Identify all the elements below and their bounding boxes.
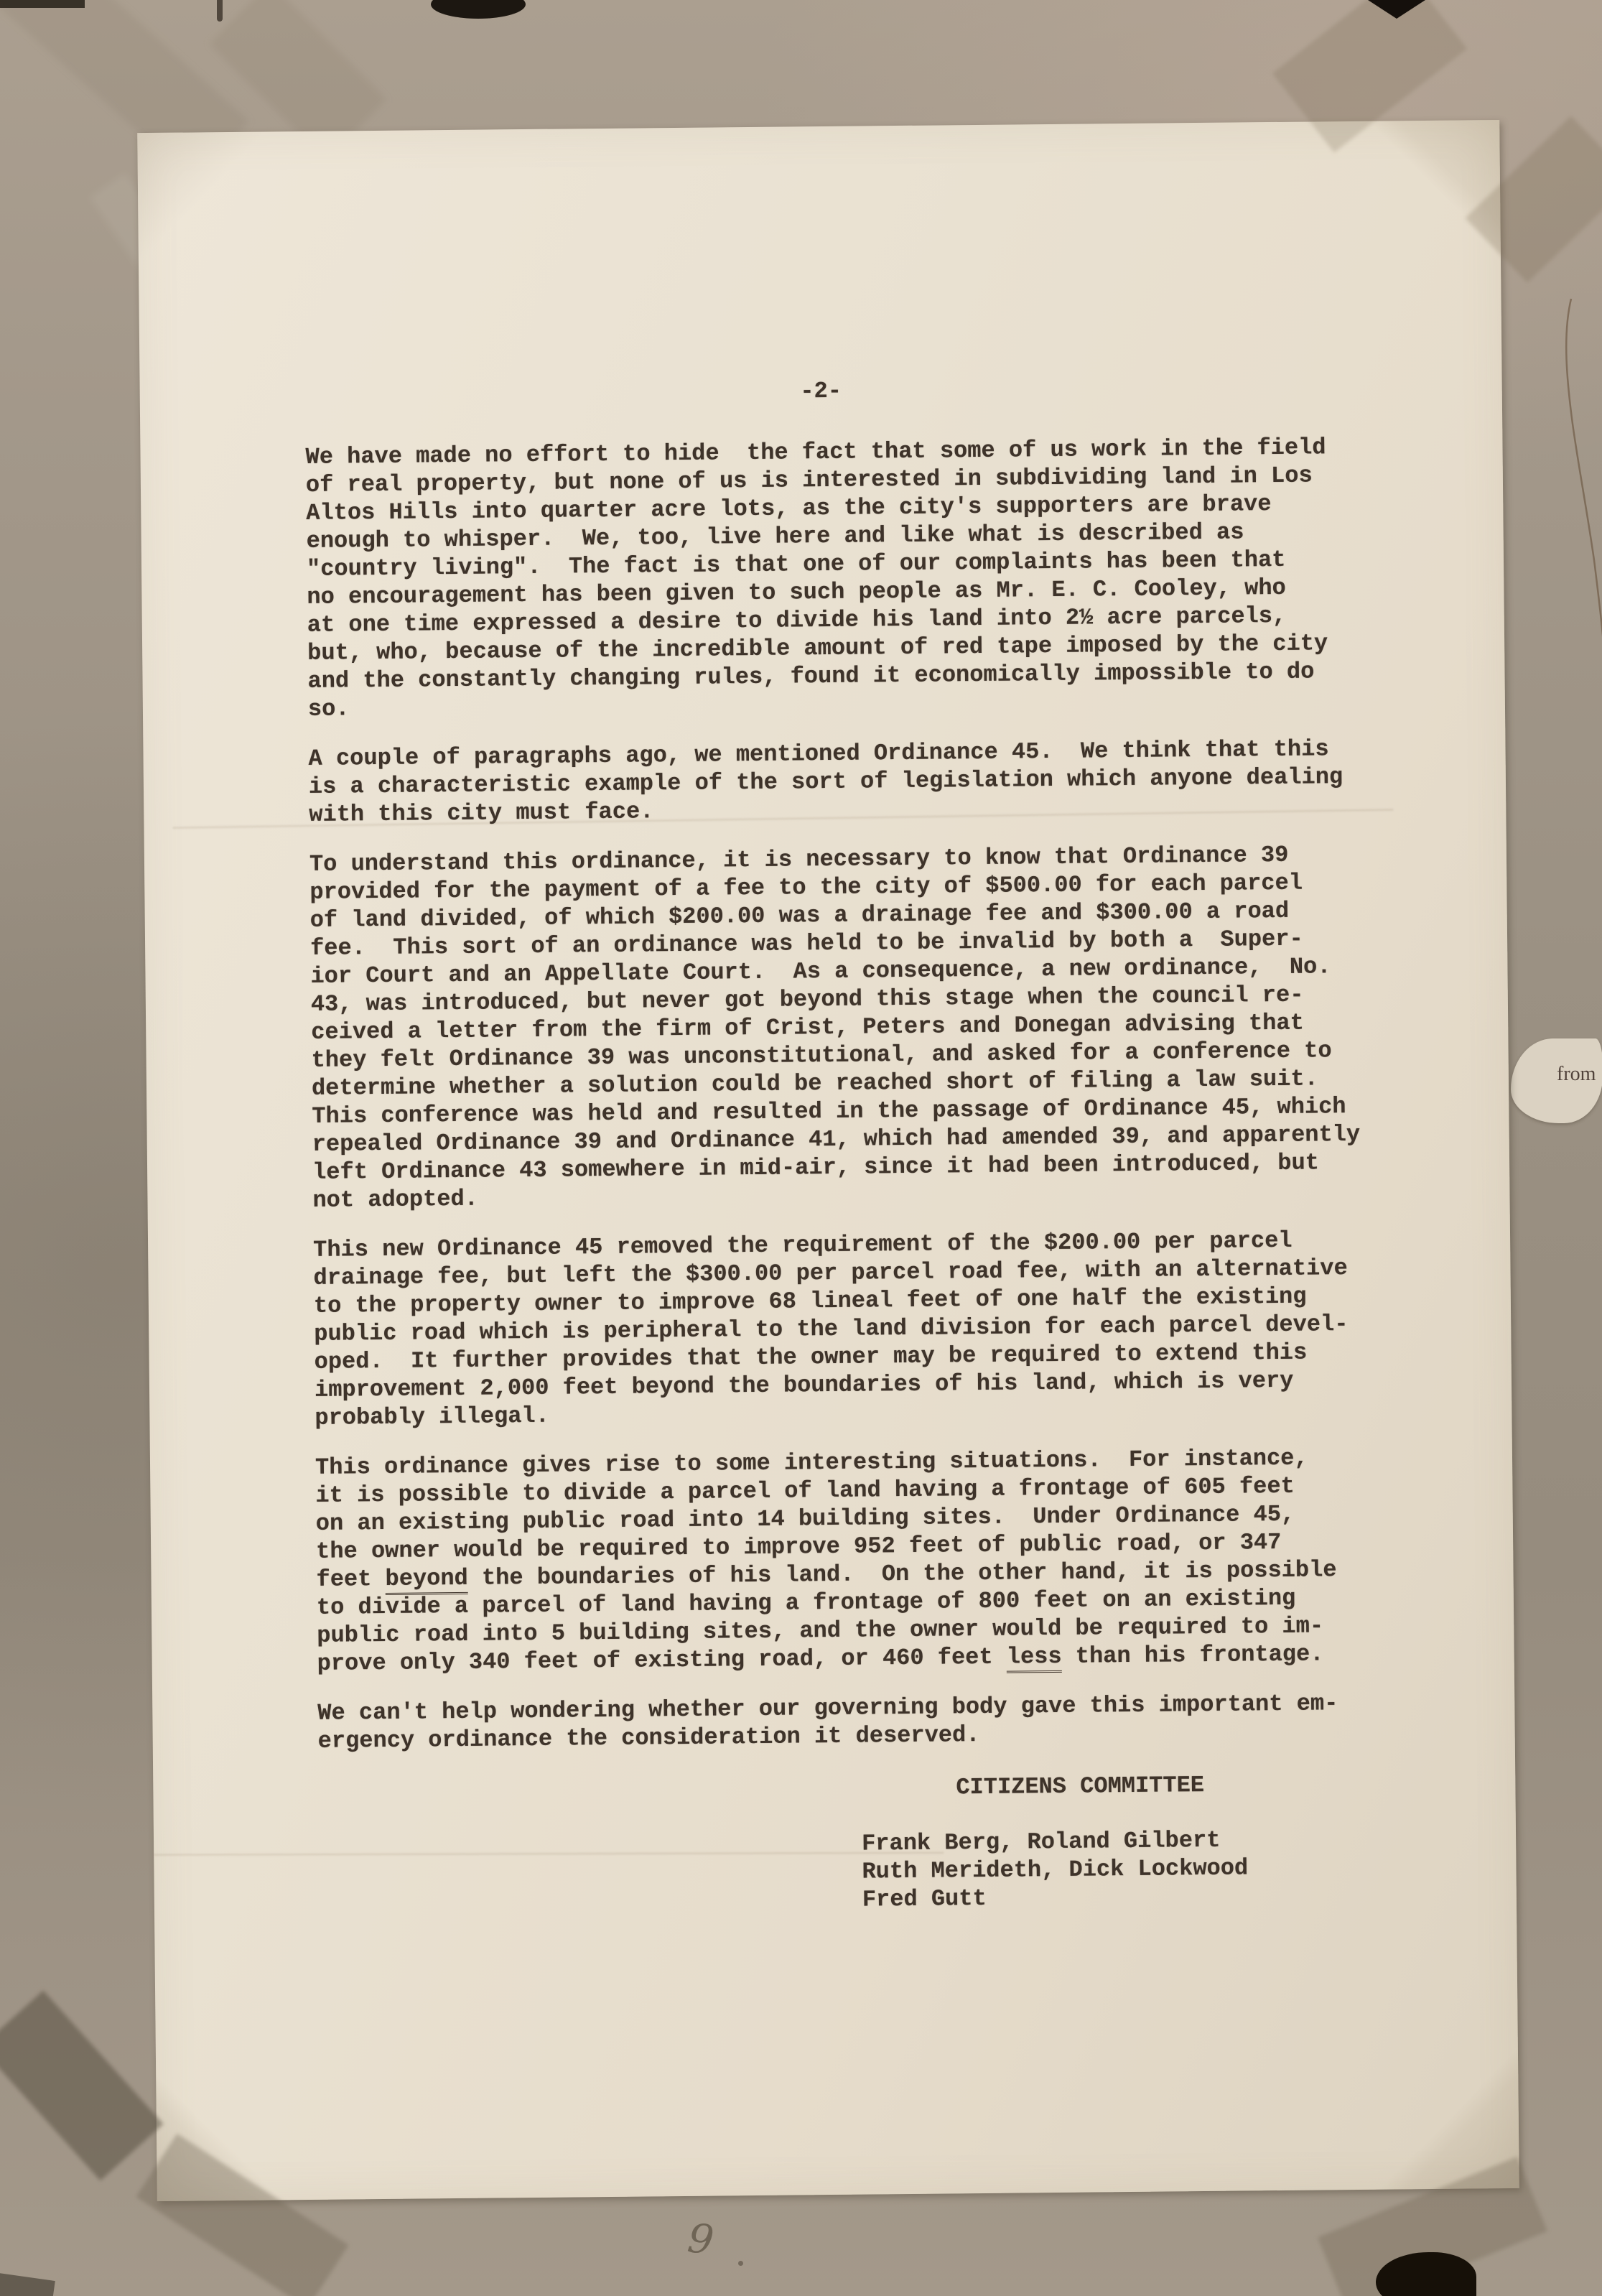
paragraph bbox=[308, 735, 1356, 829]
text-line: Altos Hills into quarter acre lots, as the city's supporters are brave bbox=[306, 491, 1272, 526]
text-line: of land divided, of which $200.00 was a drainage fee and $300.00 a road bbox=[309, 897, 1290, 934]
text-line: no encouragement has been given to such people as Mr. E. C. Cooley, who bbox=[307, 574, 1286, 610]
text-line: with this city must face. bbox=[309, 798, 654, 828]
paragraph bbox=[313, 1226, 1363, 1432]
text-line: public road into 5 building sites, and the owner would be required to im- bbox=[317, 1612, 1324, 1649]
text-line: This conference was held and resulted in the passage of Ordinance 45, which bbox=[312, 1093, 1346, 1130]
text-line: on an existing public road into 14 building sites. Under Ordinance 45, bbox=[315, 1500, 1295, 1537]
text-line: but, who, because of the incredible amount of red tape imposed by the city bbox=[307, 630, 1328, 666]
text-line: of real property, but none of us is interested in subdividing land in Los bbox=[305, 462, 1313, 498]
text-line: so. bbox=[307, 695, 350, 722]
text-line: oped. It further provides that the owner may be required to extend this bbox=[314, 1339, 1308, 1375]
text-line: We have made no effort to hide the fact that some of us work in the field bbox=[305, 434, 1326, 470]
text-line: This ordinance gives rise to some interesting situations. For instance, bbox=[315, 1444, 1308, 1481]
page-corner-fold bbox=[1295, 2009, 1519, 2190]
pencil-dot bbox=[738, 2261, 743, 2266]
text-line: determine whether a solution could be reached short of filing a law suit. bbox=[311, 1065, 1318, 1102]
paper-scrap bbox=[1511, 1038, 1602, 1123]
signature-names bbox=[862, 1826, 1249, 1913]
text-line: not adopted. bbox=[312, 1185, 479, 1214]
text-line: drainage fee, but left the $300.00 per parcel road fee, with an alternative bbox=[313, 1255, 1348, 1291]
text-line: repealed Ordinance 39 and Ordinance 41, which had amended 39, and apparently bbox=[312, 1120, 1361, 1158]
text-line: to divide a parcel of land having a frontage of 800 feet on an existing bbox=[316, 1584, 1296, 1621]
text-line: To understand this ordinance, it is necessary to know that Ordinance 39 bbox=[309, 841, 1289, 878]
text-line: probably illegal. bbox=[315, 1402, 550, 1431]
tape-bottom-left-dark bbox=[0, 1991, 163, 2181]
signature-name-line: Fred Gutt bbox=[862, 1884, 987, 1913]
document-page bbox=[137, 120, 1519, 2201]
signature-name-line: Frank Berg, Roland Gilbert bbox=[861, 1826, 1221, 1857]
text-line: improvement 2,000 feet beyond the boundaries of his land, which is very bbox=[314, 1367, 1294, 1403]
text-line: enough to whisper. We, too, live here and like what is described as bbox=[306, 519, 1244, 554]
text-line: A couple of paragraphs ago, we mentioned Ordinance 45. We think that this bbox=[308, 735, 1329, 772]
text-line: and the constantly changing rules, found it economically impossible to do bbox=[307, 658, 1315, 694]
paragraph bbox=[309, 840, 1361, 1214]
paper-crease bbox=[154, 1851, 944, 1856]
black-mark-top-left bbox=[0, 0, 85, 8]
committee-signature: CITIZENS COMMITTEE bbox=[956, 1772, 1205, 1801]
text-line: to the property owner to improve 68 lineal feet of one half the existing bbox=[313, 1283, 1307, 1319]
text-line: ergency ordinance the consideration it deserved. bbox=[317, 1721, 980, 1754]
scrap-text: from bbox=[1557, 1063, 1596, 1085]
page-corner-fold bbox=[137, 131, 318, 312]
text-line: prove only 340 feet of existing road, or 460 feet less than his frontage. bbox=[317, 1640, 1324, 1677]
black-mark-bottom-left bbox=[0, 2272, 55, 2296]
text-line: public road which is peripheral to the land division for each parcel devel- bbox=[314, 1311, 1349, 1347]
signature-name-line: Ruth Merideth, Dick Lockwood bbox=[862, 1854, 1249, 1885]
black-mark-top-right-triangle bbox=[1368, 0, 1425, 19]
text-line: it is possible to divide a parcel of land having a frontage of 605 feet bbox=[315, 1472, 1295, 1509]
black-mark-top-blob bbox=[431, 0, 526, 19]
page-number: -2- bbox=[800, 377, 842, 405]
text-line: ior Court and an Appellate Court. As a consequence, a new ordinance, No. bbox=[310, 953, 1331, 990]
text-line: ceived a letter from the firm of Crist, Peters and Donegan advising that bbox=[311, 1009, 1304, 1046]
text-line: fee. This sort of an ordinance was held to be invalid by both a Super- bbox=[309, 925, 1303, 962]
text-line: This new Ordinance 45 removed the requirement of the $200.00 per parcel bbox=[312, 1227, 1293, 1263]
text-line: they felt Ordinance 39 was unconstitutional, and asked for a conference to bbox=[311, 1037, 1332, 1074]
text-line: at one time expressed a desire to divide his land into 2½ acre parcels, bbox=[307, 602, 1287, 638]
text-line: "country living". The fact is that one of our complaints has been that bbox=[306, 546, 1286, 582]
handwritten-page-number: 9 bbox=[685, 2215, 717, 2264]
black-mark-top-tick bbox=[217, 0, 223, 22]
text-line: 43, was introduced, but never got beyond this stage when the council re- bbox=[310, 981, 1304, 1018]
paragraph bbox=[315, 1444, 1365, 1678]
text-line: provided for the payment of a fee to the city of $500.00 for each parcel bbox=[309, 869, 1303, 906]
text-line: feet beyond the boundaries of his land. On the other hand, it is possible bbox=[316, 1556, 1364, 1594]
text-line: We can't help wondering whether our governing body gave this important em- bbox=[317, 1690, 1338, 1726]
document-body bbox=[305, 433, 1366, 1777]
text-line: left Ordinance 43 somewhere in mid-air, since it had been introduced, but bbox=[312, 1149, 1320, 1186]
text-line: the owner would be required to improve 952 feet of public road, or 347 bbox=[316, 1528, 1282, 1565]
paragraph bbox=[305, 433, 1356, 723]
paragraph bbox=[317, 1689, 1366, 1755]
text-line: is a characteristic example of the sort of legislation which anyone dealing bbox=[308, 763, 1343, 800]
